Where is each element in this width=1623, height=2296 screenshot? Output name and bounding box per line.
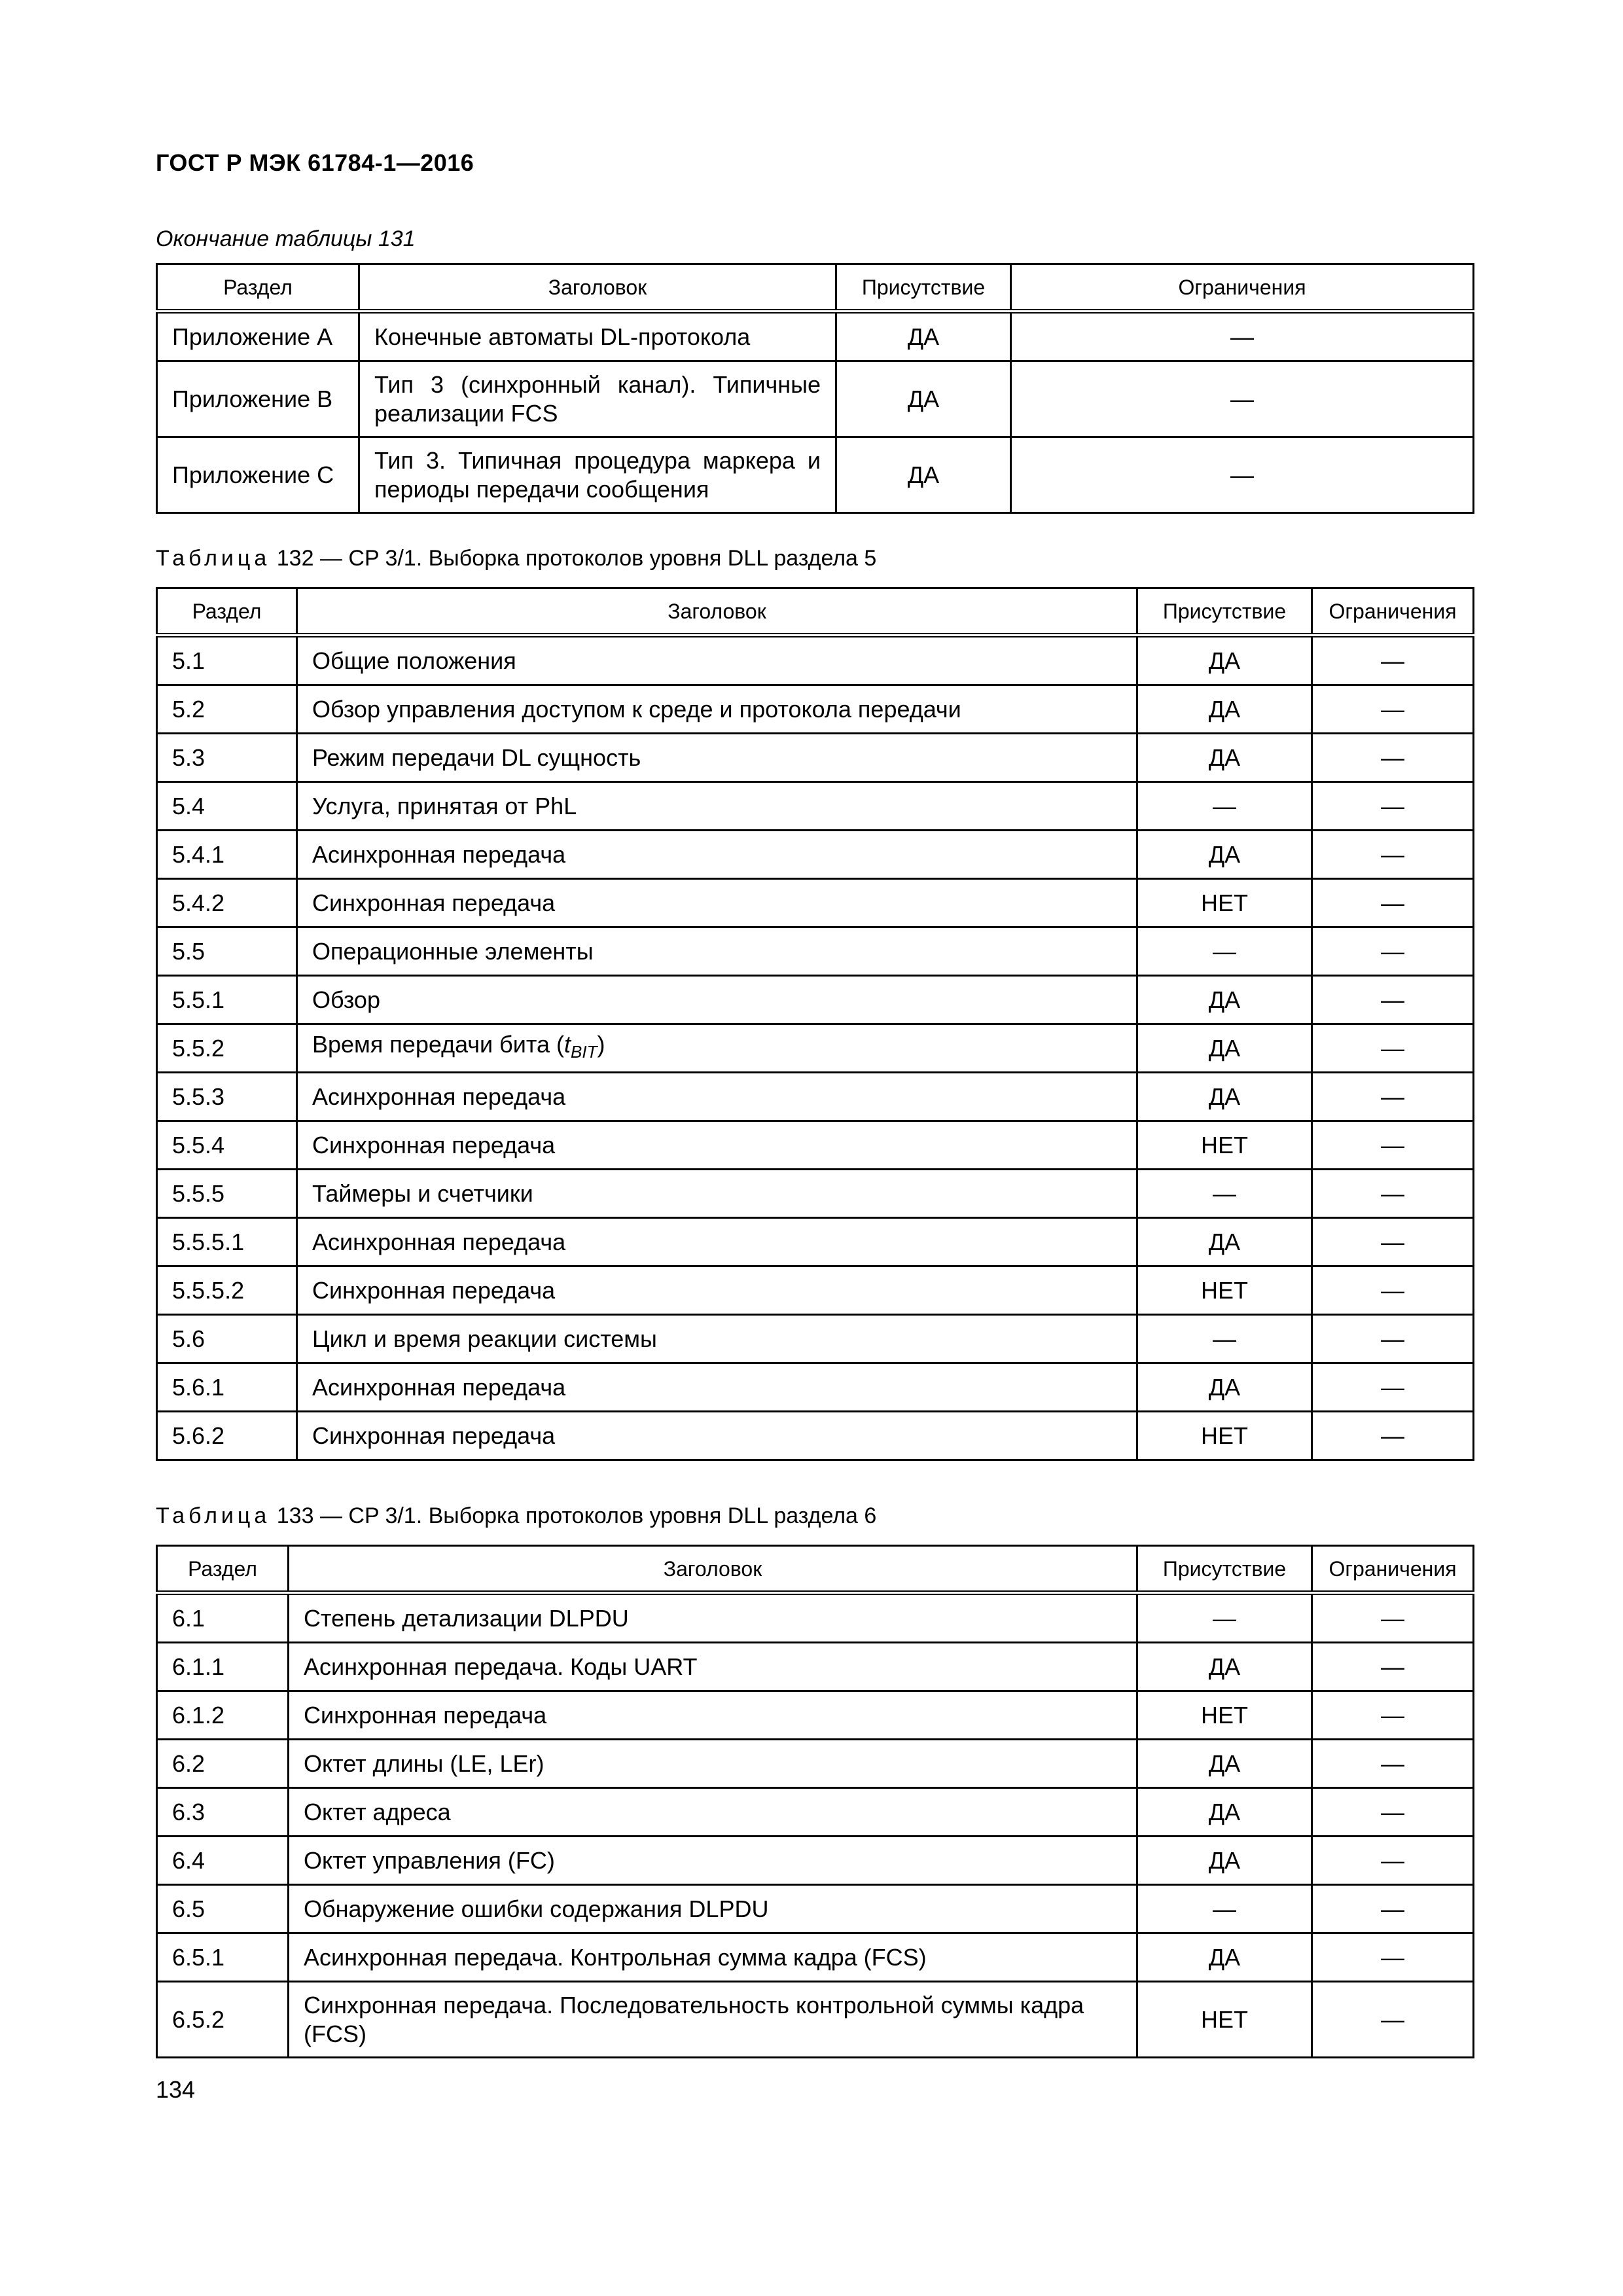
restrictions-cell: — xyxy=(1312,685,1474,734)
column-header-section: Раздел xyxy=(157,588,297,636)
table-row xyxy=(157,831,1474,879)
column-header-title: Заголовок xyxy=(297,588,1137,636)
presence-cell: ДА xyxy=(1137,1073,1312,1121)
restrictions-cell: — xyxy=(1312,1643,1474,1691)
section-cell: Приложение А xyxy=(157,312,359,361)
column-header-presence: Присутствие xyxy=(1137,1546,1312,1593)
section-cell: 6.1.1 xyxy=(157,1643,289,1691)
table-row xyxy=(157,1982,1474,2058)
title-cell: Октет управления (FC) xyxy=(289,1837,1137,1885)
section-cell: 6.3 xyxy=(157,1788,289,1837)
column-header-section: Раздел xyxy=(157,264,359,312)
title-cell: Синхронная передача xyxy=(297,879,1137,927)
title-cell: Режим передачи DL сущность xyxy=(297,734,1137,782)
table-row xyxy=(157,1024,1474,1073)
restrictions-cell: — xyxy=(1312,1982,1474,2058)
section-cell: 6.2 xyxy=(157,1740,289,1788)
column-header-restrictions: Ограничения xyxy=(1312,588,1474,636)
restrictions-cell: — xyxy=(1312,1024,1474,1073)
table-row xyxy=(157,1885,1474,1933)
presence-cell: НЕТ xyxy=(1137,1121,1312,1170)
section-cell: 6.4 xyxy=(157,1837,289,1885)
restrictions-cell: — xyxy=(1312,636,1474,685)
section-cell: Приложение С xyxy=(157,437,359,513)
table-133 xyxy=(156,1545,1474,2058)
table-row xyxy=(157,1933,1474,1982)
table-header-row xyxy=(157,588,1474,636)
table-row xyxy=(157,1788,1474,1837)
presence-cell: — xyxy=(1137,782,1312,831)
presence-cell: ДА xyxy=(1137,1837,1312,1885)
restrictions-cell: — xyxy=(1312,1218,1474,1266)
title-cell: Октет длины (LE, LEr) xyxy=(289,1740,1137,1788)
section-cell: 5.5 xyxy=(157,927,297,976)
table-row xyxy=(157,312,1474,361)
presence-cell: — xyxy=(1137,1593,1312,1643)
presence-cell: НЕТ xyxy=(1137,1982,1312,2058)
presence-cell: ДА xyxy=(1137,1788,1312,1837)
restrictions-cell: — xyxy=(1312,734,1474,782)
title-cell: Синхронная передача xyxy=(289,1691,1137,1740)
title-cell: Асинхронная передача. Контрольная сумма кадра (FCS) xyxy=(289,1933,1137,1982)
table-row xyxy=(157,1643,1474,1691)
presence-cell: — xyxy=(1137,1170,1312,1218)
restrictions-cell: — xyxy=(1312,1170,1474,1218)
column-header-section: Раздел xyxy=(157,1546,289,1593)
restrictions-cell: — xyxy=(1312,1740,1474,1788)
section-cell: 6.5 xyxy=(157,1885,289,1933)
title-cell: Степень детализации DLPDU xyxy=(289,1593,1137,1643)
presence-cell: ДА xyxy=(1137,831,1312,879)
title-cell: Синхронная передача xyxy=(297,1266,1137,1315)
restrictions-cell: — xyxy=(1312,1933,1474,1982)
table-132 xyxy=(156,587,1474,1461)
restrictions-cell: — xyxy=(1312,1593,1474,1643)
table-131 xyxy=(156,263,1474,514)
section-cell: 5.5.2 xyxy=(157,1024,297,1073)
table-132-caption xyxy=(156,546,876,571)
restrictions-cell: — xyxy=(1312,1121,1474,1170)
restrictions-cell: — xyxy=(1011,437,1474,513)
restrictions-cell: — xyxy=(1312,1073,1474,1121)
section-cell: 5.4.2 xyxy=(157,879,297,927)
presence-cell: НЕТ xyxy=(1137,879,1312,927)
caption-label: Таблица xyxy=(156,1503,271,1528)
restrictions-cell: — xyxy=(1312,1837,1474,1885)
presence-cell: ДА xyxy=(1137,734,1312,782)
table-header-row xyxy=(157,264,1474,312)
tbit-subscript: BIT xyxy=(571,1042,597,1062)
table-row xyxy=(157,636,1474,685)
table-131-caption: Окончание таблицы 131 xyxy=(156,226,416,251)
presence-cell: — xyxy=(1137,1885,1312,1933)
restrictions-cell: — xyxy=(1312,1691,1474,1740)
title-cell: Операционные элементы xyxy=(297,927,1137,976)
presence-cell: НЕТ xyxy=(1137,1691,1312,1740)
table-row xyxy=(157,734,1474,782)
table-row xyxy=(157,1170,1474,1218)
caption-text: 133 — CP 3/1. Выборка протоколов уровня DLL раздела 6 xyxy=(276,1503,877,1528)
presence-cell: ДА xyxy=(1137,1218,1312,1266)
restrictions-cell: — xyxy=(1312,976,1474,1024)
restrictions-cell: — xyxy=(1011,312,1474,361)
table-row xyxy=(157,1218,1474,1266)
table-133-caption xyxy=(156,1503,876,1529)
table-row xyxy=(157,1593,1474,1643)
section-cell: 5.6.2 xyxy=(157,1412,297,1460)
presence-cell: — xyxy=(1137,927,1312,976)
title-cell: Октет адреса xyxy=(289,1788,1137,1837)
restrictions-cell: — xyxy=(1312,927,1474,976)
presence-cell: ДА xyxy=(836,361,1011,437)
caption-label: Таблица xyxy=(156,546,271,571)
title-cell: Время передачи бита $(t_{BIT})$ xyxy=(297,1024,1137,1073)
table-row xyxy=(157,1837,1474,1885)
page-number: 134 xyxy=(156,2076,196,2103)
title-cell: Тип 3. Типичная процедура маркера и периоды передачи сообщения xyxy=(359,437,836,513)
column-header-presence: Присутствие xyxy=(1137,588,1312,636)
title-cell: Синхронная передача. Последовательность контрольной суммы кадра (FCS) xyxy=(289,1982,1137,2058)
presence-cell: ДА xyxy=(1137,685,1312,734)
title-cell: Обзор xyxy=(297,976,1137,1024)
title-cell: Синхронная передача xyxy=(297,1412,1137,1460)
table-row xyxy=(157,927,1474,976)
table-row xyxy=(157,437,1474,513)
section-cell: 5.3 xyxy=(157,734,297,782)
title-cell: Таймеры и счетчики xyxy=(297,1170,1137,1218)
table-row xyxy=(157,879,1474,927)
table-row xyxy=(157,1412,1474,1460)
column-header-restrictions: Ограничения xyxy=(1312,1546,1474,1593)
section-cell: 5.6 xyxy=(157,1315,297,1363)
table-row xyxy=(157,1740,1474,1788)
title-cell: Синхронная передача xyxy=(297,1121,1137,1170)
presence-cell: ДА xyxy=(1137,1024,1312,1073)
table-row xyxy=(157,685,1474,734)
table-row xyxy=(157,976,1474,1024)
section-cell: 5.5.5 xyxy=(157,1170,297,1218)
restrictions-cell: — xyxy=(1312,1788,1474,1837)
presence-cell: ДА xyxy=(1137,636,1312,685)
title-cell: Асинхронная передача xyxy=(297,1073,1137,1121)
presence-cell: ДА xyxy=(1137,976,1312,1024)
section-cell: 5.4.1 xyxy=(157,831,297,879)
table-row xyxy=(157,1315,1474,1363)
restrictions-cell: — xyxy=(1312,879,1474,927)
section-cell: 5.6.1 xyxy=(157,1363,297,1412)
title-cell: Обнаружение ошибки содержания DLPDU xyxy=(289,1885,1137,1933)
presence-cell: ДА xyxy=(836,437,1011,513)
section-cell: 6.5.1 xyxy=(157,1933,289,1982)
title-cell: Асинхронная передача xyxy=(297,1363,1137,1412)
restrictions-cell: — xyxy=(1312,782,1474,831)
restrictions-cell: — xyxy=(1312,1266,1474,1315)
column-header-presence: Присутствие xyxy=(836,264,1011,312)
section-cell: 6.1 xyxy=(157,1593,289,1643)
table-header-row xyxy=(157,1546,1474,1593)
column-header-title: Заголовок xyxy=(289,1546,1137,1593)
restrictions-cell: — xyxy=(1312,1885,1474,1933)
column-header-restrictions: Ограничения xyxy=(1011,264,1474,312)
title-cell: Услуга, принятая от PhL xyxy=(297,782,1137,831)
section-cell: 5.5.4 xyxy=(157,1121,297,1170)
title-cell: Асинхронная передача xyxy=(297,1218,1137,1266)
table-row xyxy=(157,782,1474,831)
restrictions-cell: — xyxy=(1312,1315,1474,1363)
restrictions-cell: — xyxy=(1011,361,1474,437)
presence-cell: ДА xyxy=(1137,1643,1312,1691)
section-cell: 5.5.5.1 xyxy=(157,1218,297,1266)
title-cell: Тип 3 (синхронный канал). Типичные реализации FCS xyxy=(359,361,836,437)
restrictions-cell: — xyxy=(1312,1363,1474,1412)
section-cell: Приложение В xyxy=(157,361,359,437)
table-row xyxy=(157,1121,1474,1170)
section-cell: 5.5.1 xyxy=(157,976,297,1024)
presence-cell: ДА xyxy=(1137,1363,1312,1412)
table-row xyxy=(157,1363,1474,1412)
restrictions-cell: — xyxy=(1312,831,1474,879)
presence-cell: ДА xyxy=(836,312,1011,361)
caption-text: 132 — CP 3/1. Выборка протоколов уровня DLL раздела 5 xyxy=(276,546,877,571)
presence-cell: ДА xyxy=(1137,1933,1312,1982)
presence-cell: — xyxy=(1137,1315,1312,1363)
section-cell: 5.1 xyxy=(157,636,297,685)
presence-cell: НЕТ xyxy=(1137,1266,1312,1315)
title-cell: Асинхронная передача xyxy=(297,831,1137,879)
title-cell: Цикл и время реакции системы xyxy=(297,1315,1137,1363)
table-row xyxy=(157,1691,1474,1740)
table-row xyxy=(157,1266,1474,1315)
tbit-symbol: t xyxy=(564,1030,571,1058)
title-cell: Общие положения xyxy=(297,636,1137,685)
presence-cell: ДА xyxy=(1137,1740,1312,1788)
section-cell: 5.5.3 xyxy=(157,1073,297,1121)
title-cell: Конечные автоматы DL-протокола xyxy=(359,312,836,361)
presence-cell: НЕТ xyxy=(1137,1412,1312,1460)
section-cell: 5.2 xyxy=(157,685,297,734)
section-cell: 5.5.5.2 xyxy=(157,1266,297,1315)
section-cell: 6.5.2 xyxy=(157,1982,289,2058)
tbit-close-paren: ) xyxy=(597,1030,605,1058)
section-cell: 5.4 xyxy=(157,782,297,831)
title-cell: Асинхронная передача. Коды UART xyxy=(289,1643,1137,1691)
page-header: ГОСТ Р МЭК 61784-1—2016 xyxy=(156,149,474,176)
restrictions-cell: — xyxy=(1312,1412,1474,1460)
title-cell: Обзор управления доступом к среде и протокола передачи xyxy=(297,685,1137,734)
section-cell: 6.1.2 xyxy=(157,1691,289,1740)
column-header-title: Заголовок xyxy=(359,264,836,312)
table-row xyxy=(157,361,1474,437)
table-row xyxy=(157,1073,1474,1121)
